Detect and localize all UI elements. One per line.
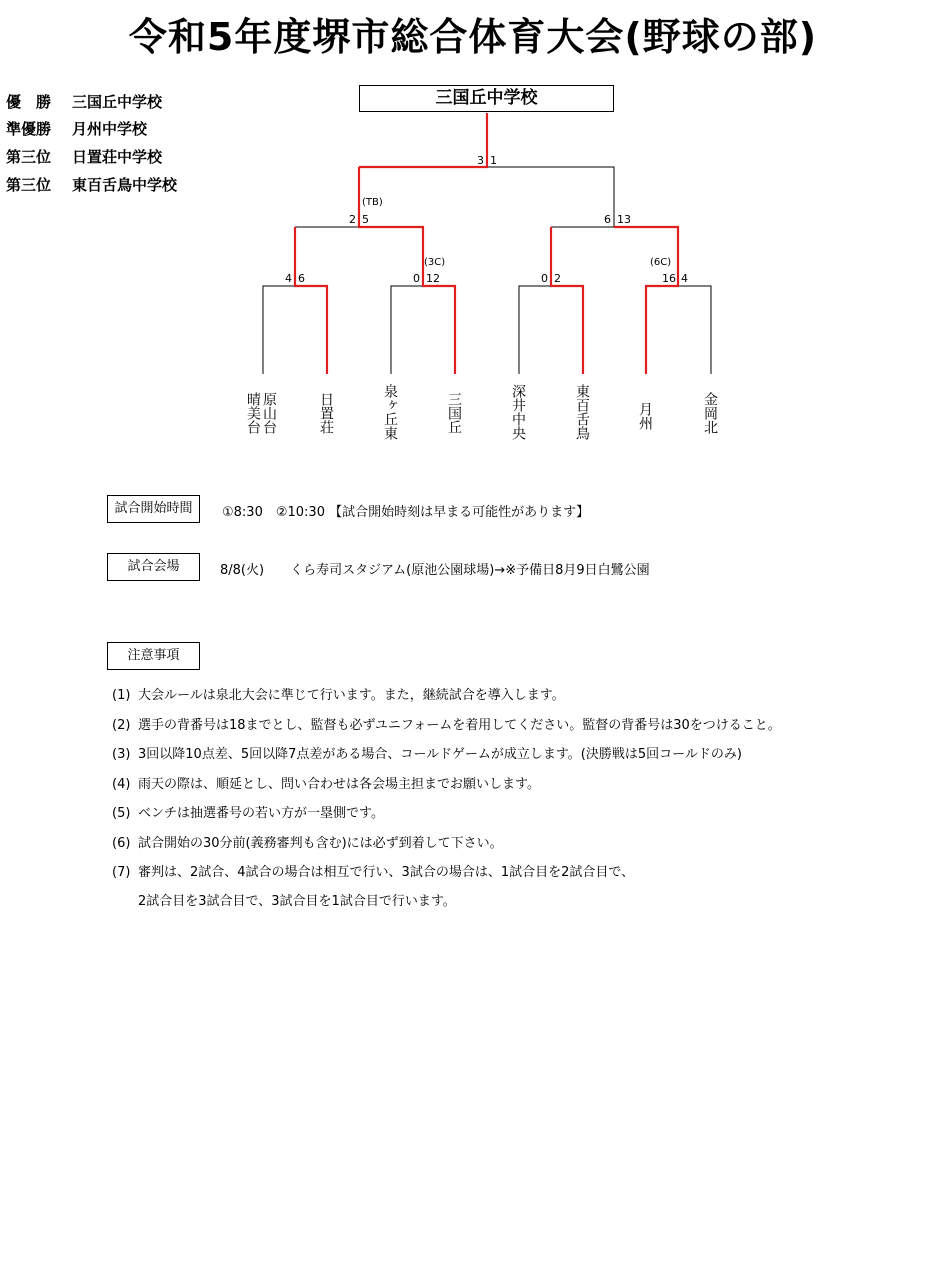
page-title: 令和5年度堺市総合体育大会(野球の部) [128,15,818,59]
team-name: 金岡北 [702,392,718,434]
qf4-note: (6C) [650,257,672,268]
team-mikunigaoka [447,392,463,434]
team-name: 深井中央 [510,384,526,440]
sf-left-score-left: 2 [349,213,356,226]
team-name: 原山台 [261,392,277,434]
bracket-line-loser [678,286,711,374]
note-num: (2) [112,718,131,733]
note-text: 2試合目を3試合目で、3試合目を1試合目で行います。 [138,894,456,909]
qf2-note: (3C) [424,257,446,268]
note-item [112,773,540,792]
team-name: 晴美台 [245,392,261,434]
note-num: (6) [112,836,131,851]
team-name: 泉ヶ丘東 [382,384,398,440]
team-hiokiso [319,392,335,434]
bracket-line-winner [551,227,583,374]
notes-label: 注意事項 [107,642,200,670]
note-num: (7) [112,865,131,880]
note-item [112,890,456,909]
qf3-score-left: 0 [541,272,548,285]
team-kanaoka-kita [703,392,719,434]
note-item [112,684,565,703]
note-num: (4) [112,777,131,792]
note-text: ベンチは抽選番号の若い方が一塁側です。 [138,806,384,821]
note-item [112,714,781,733]
start-time-value: ①8:30 ②10:30 【試合開始時刻は早まる可能性があります】 [222,505,590,520]
note-num: (1) [112,688,131,703]
team-name: 月州 [637,402,653,430]
bracket-line-loser [391,286,423,374]
bracket-line-winner [359,113,487,167]
note-text: 試合開始の30分前(義務審判も含む)には必ず到着して下さい。 [138,836,503,851]
bracket-line-loser [263,286,295,374]
team-harayama-haremidai [246,392,278,434]
sf-left-note: (TB) [362,197,383,208]
note-num: (3) [112,747,131,762]
team-name: 東百舌鳥 [574,384,590,440]
tournament-bracket [0,0,946,470]
note-item [112,861,634,880]
result-school: 月州中学校 [72,120,148,138]
note-item [112,832,503,851]
note-text: 雨天の際は、順延とし、問い合わせは各会場主担までお願いします。 [138,777,540,792]
result-school: 日置荘中学校 [72,148,163,166]
sf-left-score-right: 5 [362,213,369,226]
team-tsukisu [638,402,654,430]
note-item [112,802,384,821]
venue-label: 試合会場 [107,553,200,581]
qf2-score-right: 12 [426,272,440,285]
qf4-score-right: 4 [681,272,688,285]
result-school: 三国丘中学校 [72,93,163,111]
note-text: 選手の背番号は18までとし、監督も必ずユニフォームを着用してください。監督の背番号は30をつけること。 [138,718,781,733]
sf-right-score-left: 6 [604,213,611,226]
team-higashimozu [575,384,591,440]
note-text: 大会ルールは泉北大会に準じて行います。また，継続試合を導入します。 [138,688,565,703]
result-rank: 第三位 [6,148,52,166]
result-rank: 優 勝 [6,93,52,111]
result-rank: 準優勝 [6,120,52,138]
venue-value: 8/8(火) くら寿司スタジアム(原池公園球場)→※予備日8月9日白鷺公園 [220,563,650,578]
result-rank: 第三位 [6,176,52,194]
final-score-right: 1 [490,154,497,167]
note-text: 3回以降10点差、5回以降7点差がある場合、コールドゲームが成立します。(決勝戦は5回コールドのみ) [138,747,742,762]
bracket-line-winner [614,227,678,374]
qf4-score-left: 16 [662,272,676,285]
qf2-score-left: 0 [413,272,420,285]
team-name: 三国丘 [446,392,462,434]
qf3-score-right: 2 [554,272,561,285]
team-name: 日置荘 [318,392,334,434]
note-item [112,743,742,762]
note-num: (5) [112,806,131,821]
bracket-line-loser [487,167,614,227]
bracket-line-loser [519,286,551,374]
qf1-score-left: 4 [285,272,292,285]
final-score-left: 3 [477,154,484,167]
result-school: 東百舌鳥中学校 [72,176,178,194]
bracket-line-winner [295,227,327,374]
champion-box: 三国丘中学校 [359,85,614,112]
note-text: 審判は、2試合、4試合の場合は相互で行い、3試合の場合は、1試合目を2試合目で、 [138,865,635,880]
start-time-label: 試合開始時間 [107,495,200,523]
team-fukai-chuo [511,384,527,440]
qf1-score-right: 6 [298,272,305,285]
sf-right-score-right: 13 [617,213,631,226]
team-izumigaoka-higashi [383,384,399,440]
